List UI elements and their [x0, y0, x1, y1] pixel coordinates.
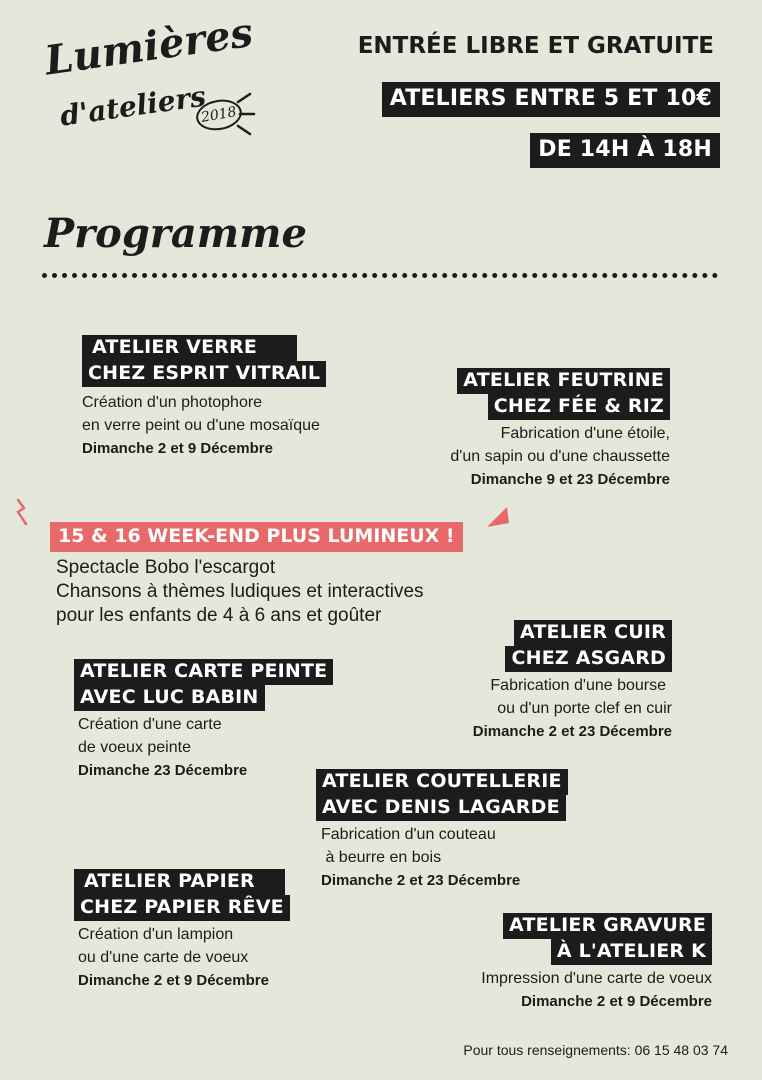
special-event-line1: Spectacle Bobo l'escargot — [56, 557, 276, 578]
workshop-desc-line1: Impression d'une carte de voeux — [481, 970, 712, 987]
workshop-title — [505, 620, 672, 672]
price-badge: ATELIERS ENTRE 5 ET 10€ — [382, 82, 720, 117]
workshop-date: Dimanche 2 et 23 Décembre — [321, 872, 521, 889]
workshop-date: Dimanche 23 Décembre — [78, 762, 248, 779]
workshop-title-line2: AVEC LUC BABIN — [74, 685, 265, 711]
workshop-title — [74, 869, 290, 921]
workshop-title-line1: ATELIER CUIR — [514, 620, 672, 646]
logo-year: 2018 — [194, 96, 244, 133]
workshop-date: Dimanche 9 et 23 Décembre — [470, 471, 670, 488]
contact-info: Pour tous renseignements: 06 15 48 03 74 — [463, 1042, 728, 1058]
special-event-title: 15 & 16 WEEK-END PLUS LUMINEUX ! — [50, 522, 463, 552]
workshop-carte-peinte — [74, 659, 333, 782]
workshop-date: Dimanche 2 et 9 Décembre — [82, 440, 273, 457]
logo-subtitle: d'ateliers — [58, 79, 208, 133]
special-event — [50, 522, 463, 628]
workshop-desc-line1: Création d'une carte — [78, 716, 222, 733]
logo — [36, 8, 256, 158]
workshop-desc-line1: Fabrication d'une étoile, — [500, 425, 670, 442]
workshop-title-line2: AVEC DENIS LAGARDE — [316, 795, 566, 821]
workshop-desc-line2: en verre peint ou d'une mosaïque — [82, 417, 320, 434]
workshop-cuir — [473, 620, 672, 743]
workshop-date: Dimanche 2 et 9 Décembre — [78, 972, 269, 989]
workshop-title-line2: CHEZ ESPRIT VITRAIL — [82, 361, 326, 387]
workshop-title-line1: ATELIER GRAVURE — [503, 913, 712, 939]
workshop-desc-line2: ou d'un porte clef en cuir — [497, 700, 672, 717]
workshop-title-line1: ATELIER FEUTRINE — [457, 368, 670, 394]
hours-badge: DE 14H À 18H — [530, 133, 720, 168]
workshop-title-line1: ATELIER COUTELLERIE — [316, 769, 568, 795]
workshop-desc-line1: Fabrication d'un couteau — [321, 826, 496, 843]
workshop-title — [74, 659, 333, 711]
entry-info: ENTRÉE LIBRE ET GRATUITE — [357, 33, 714, 59]
workshop-date: Dimanche 2 et 23 Décembre — [472, 723, 672, 740]
workshop-desc-line1: Création d'un photophore — [82, 394, 263, 411]
workshop-verre — [82, 335, 326, 460]
workshop-title — [503, 913, 712, 965]
special-event-line2: Chansons à thèmes ludiques et interactives — [56, 581, 424, 602]
workshop-title-line1: ATELIER VERRE — [82, 335, 297, 361]
workshop-title-line2: CHEZ PAPIER RÊVE — [74, 895, 290, 921]
workshop-date: Dimanche 2 et 9 Décembre — [521, 993, 712, 1010]
workshop-coutellerie — [316, 769, 568, 892]
workshop-desc-line1: Fabrication d'une bourse — [490, 677, 666, 694]
spark-right-icon — [485, 505, 511, 531]
workshop-title-line2: CHEZ ASGARD — [505, 646, 672, 672]
workshop-title — [457, 368, 670, 420]
workshop-title — [82, 335, 326, 387]
workshop-title-line2: À L'ATELIER K — [551, 939, 712, 965]
workshop-gravure — [481, 913, 712, 1013]
programme-title: Programme — [44, 210, 307, 257]
workshop-feutrine — [450, 368, 670, 491]
workshop-title-line1: ATELIER CARTE PEINTE — [74, 659, 333, 685]
workshop-desc-line2: de voeux peinte — [78, 739, 191, 756]
workshop-title-line2: CHEZ FÉE & RIZ — [488, 394, 670, 420]
dotted-divider — [42, 273, 718, 278]
workshop-papier — [74, 869, 290, 992]
workshop-desc-line1: Création d'un lampion — [78, 926, 234, 943]
logo-title: Lumières — [42, 8, 256, 85]
spark-left-icon — [12, 498, 32, 528]
workshop-desc-line2: à beurre en bois — [321, 849, 442, 866]
workshop-title-line1: ATELIER PAPIER — [74, 869, 285, 895]
special-event-line3: pour les enfants de 4 à 6 ans et goûter — [56, 605, 382, 626]
workshop-title — [316, 769, 568, 821]
sparkle-icon — [236, 92, 256, 136]
workshop-desc-line2: d'un sapin ou d'une chaussette — [450, 448, 670, 465]
workshop-desc-line2: ou d'une carte de voeux — [78, 949, 249, 966]
